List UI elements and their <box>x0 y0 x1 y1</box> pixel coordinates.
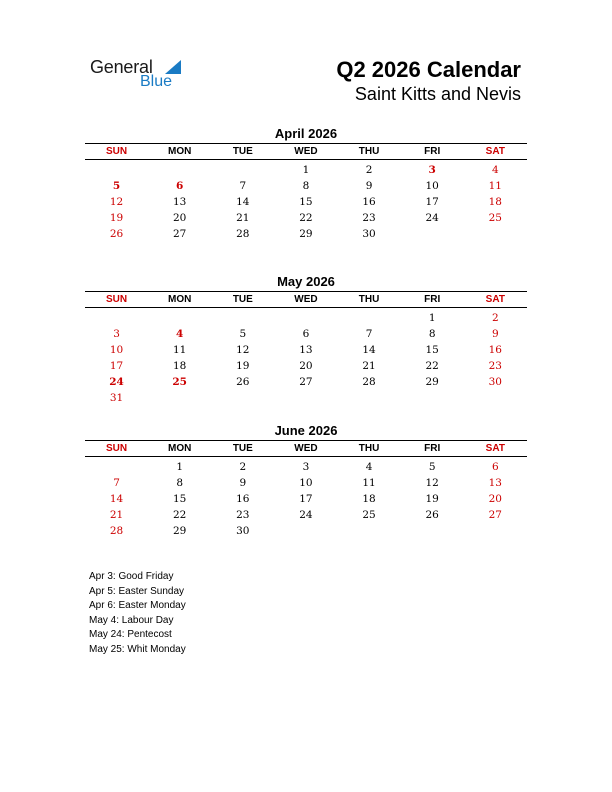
day-cell: 25 <box>488 212 502 224</box>
week-row <box>85 310 527 326</box>
day-cell: 6 <box>491 461 499 473</box>
day-cell: 6 <box>176 180 184 192</box>
day-cell: 7 <box>113 477 120 489</box>
day-cell: 16 <box>362 196 376 208</box>
day-cell: 21 <box>109 509 124 521</box>
day-cell: 23 <box>236 509 250 521</box>
day-cell: 13 <box>173 196 187 208</box>
day-cell: 10 <box>425 180 439 192</box>
page-subtitle: Saint Kitts and Nevis <box>354 84 521 104</box>
holiday-item: Apr 6: Easter Monday <box>89 600 186 611</box>
month-title: June 2026 <box>274 423 338 438</box>
month-april <box>85 125 527 242</box>
day-cell: 9 <box>239 477 247 489</box>
weekday-header: THU <box>358 146 380 157</box>
weekday-header: SUN <box>106 294 128 305</box>
day-cell: 19 <box>425 493 439 505</box>
empty-day-cell <box>401 523 464 539</box>
holiday-item: May 24: Pentecost <box>89 629 172 640</box>
weekday-header: FRI <box>424 146 441 157</box>
day-cell: 25 <box>172 376 187 388</box>
week-row <box>85 162 527 178</box>
week-row <box>85 523 527 539</box>
week-row <box>85 475 527 491</box>
day-cell: 12 <box>425 477 439 489</box>
empty-day-cell <box>211 162 274 178</box>
empty-day-cell <box>338 390 401 406</box>
day-cell: 29 <box>425 376 439 388</box>
week-row <box>85 210 527 226</box>
day-cell: 19 <box>236 360 250 372</box>
day-cell: 7 <box>239 180 247 192</box>
day-cell: 20 <box>488 493 502 505</box>
day-cell: 26 <box>109 228 124 240</box>
day-cell: 17 <box>425 196 439 208</box>
day-cell: 14 <box>236 196 250 208</box>
month-title: April 2026 <box>274 126 338 141</box>
weekday-header-row <box>85 291 527 308</box>
weekday-header: MON <box>168 294 192 305</box>
week-row <box>85 342 527 358</box>
day-cell: 6 <box>302 328 310 340</box>
weekday-header: SUN <box>106 146 128 157</box>
month-june <box>85 422 527 539</box>
weekday-header: SAT <box>485 146 505 157</box>
day-cell: 23 <box>362 212 376 224</box>
day-cell: 4 <box>176 328 184 340</box>
empty-day-cell <box>401 226 464 242</box>
day-cell: 21 <box>362 360 376 372</box>
weekday-header: FRI <box>424 294 441 305</box>
day-cell: 24 <box>109 376 124 388</box>
day-cell: 29 <box>299 228 313 240</box>
day-cell: 15 <box>425 344 439 356</box>
weekday-header: WED <box>294 443 318 454</box>
day-cell: 25 <box>362 509 376 521</box>
day-cell: 20 <box>299 360 313 372</box>
day-cell: 22 <box>425 360 439 372</box>
generalblue-logo <box>90 57 190 93</box>
empty-day-cell <box>148 162 211 178</box>
empty-day-cell <box>464 226 527 242</box>
holiday-item: Apr 5: Easter Sunday <box>89 585 185 597</box>
day-cell: 28 <box>109 525 124 537</box>
day-cell: 15 <box>173 493 187 505</box>
empty-day-cell <box>211 310 274 326</box>
day-cell: 3 <box>428 164 436 176</box>
week-row <box>85 226 527 242</box>
day-cell: 24 <box>299 509 313 521</box>
day-cell: 19 <box>109 212 124 224</box>
day-cell: 12 <box>236 344 250 356</box>
empty-day-cell <box>85 310 148 326</box>
day-cell: 28 <box>236 228 250 240</box>
holiday-list <box>89 570 186 657</box>
day-cell: 8 <box>302 180 310 192</box>
weekday-header: WED <box>294 146 318 157</box>
day-cell: 26 <box>236 376 250 388</box>
weekday-header: FRI <box>424 443 441 454</box>
empty-day-cell <box>85 162 148 178</box>
day-cell: 2 <box>239 461 247 473</box>
day-cell: 5 <box>239 328 247 340</box>
page-title: Q2 2026 Calendar <box>336 57 521 82</box>
weekday-header: MON <box>168 146 192 157</box>
day-cell: 11 <box>362 477 376 489</box>
day-cell: 5 <box>428 461 436 473</box>
day-cell: 9 <box>365 180 373 192</box>
logo-text-blue: Blue <box>140 73 173 90</box>
day-cell: 23 <box>488 360 502 372</box>
week-row <box>85 374 527 390</box>
day-cell: 17 <box>299 493 313 505</box>
day-cell: 2 <box>491 312 499 324</box>
month-title: May 2026 <box>277 274 335 289</box>
day-cell: 30 <box>488 376 502 388</box>
day-cell: 27 <box>173 228 187 240</box>
weekday-header: THU <box>358 443 380 454</box>
empty-day-cell <box>464 523 527 539</box>
weekday-header: MON <box>168 443 192 454</box>
day-cell: 8 <box>176 477 184 489</box>
day-cell: 18 <box>362 493 376 505</box>
day-cell: 1 <box>302 164 310 176</box>
day-cell: 22 <box>299 212 313 224</box>
weekday-header: WED <box>294 294 318 305</box>
day-cell: 15 <box>299 196 313 208</box>
empty-day-cell <box>401 390 464 406</box>
day-cell: 28 <box>362 376 376 388</box>
day-cell: 1 <box>176 461 184 473</box>
empty-day-cell <box>85 459 148 475</box>
day-cell: 4 <box>365 461 373 473</box>
day-cell: 26 <box>425 509 439 521</box>
day-cell: 27 <box>488 509 502 521</box>
day-cell: 13 <box>488 477 502 489</box>
day-cell: 31 <box>109 392 124 404</box>
day-cell: 16 <box>488 344 502 356</box>
day-cell: 27 <box>299 376 313 388</box>
day-cell: 1 <box>428 312 436 324</box>
day-cell: 16 <box>236 493 250 505</box>
empty-day-cell <box>274 523 337 539</box>
empty-day-cell <box>338 523 401 539</box>
week-row <box>85 390 527 406</box>
empty-day-cell <box>148 310 211 326</box>
holiday-item: Apr 3: Good Friday <box>89 571 174 582</box>
week-row <box>85 491 527 507</box>
day-cell: 14 <box>362 344 376 356</box>
day-cell: 3 <box>113 328 120 340</box>
week-row <box>85 194 527 210</box>
empty-day-cell <box>148 390 211 406</box>
day-cell: 21 <box>236 212 250 224</box>
day-cell: 5 <box>112 180 121 192</box>
day-cell: 24 <box>425 212 439 224</box>
week-row <box>85 459 527 475</box>
month-may <box>85 273 527 406</box>
day-cell: 30 <box>362 228 376 240</box>
day-cell: 29 <box>173 525 187 537</box>
weekday-header: TUE <box>232 294 253 305</box>
weekday-header: TUE <box>232 146 253 157</box>
empty-day-cell <box>274 390 337 406</box>
day-cell: 11 <box>173 344 187 356</box>
day-cell: 17 <box>109 360 124 372</box>
day-cell: 10 <box>109 344 124 356</box>
day-cell: 22 <box>173 509 187 521</box>
empty-day-cell <box>211 390 274 406</box>
week-row <box>85 178 527 194</box>
logo-text-general: General <box>90 57 153 77</box>
logo-triangle-icon <box>165 60 181 74</box>
day-cell: 9 <box>491 328 499 340</box>
day-cell: 12 <box>109 196 124 208</box>
day-cell: 30 <box>236 525 250 537</box>
holiday-item: May 4: Labour Day <box>89 614 174 626</box>
weekday-header: SAT <box>485 294 505 305</box>
weekday-header-row <box>85 143 527 160</box>
day-cell: 8 <box>428 328 436 340</box>
weekday-header: SAT <box>485 443 505 454</box>
day-cell: 14 <box>109 493 124 505</box>
day-cell: 10 <box>299 477 313 489</box>
weekday-header-row <box>85 440 527 457</box>
day-cell: 18 <box>488 196 502 208</box>
day-cell: 2 <box>365 164 373 176</box>
weekday-header: THU <box>358 294 380 305</box>
day-cell: 7 <box>365 328 373 340</box>
empty-day-cell <box>464 390 527 406</box>
empty-day-cell <box>338 310 401 326</box>
week-row <box>85 358 527 374</box>
day-cell: 20 <box>173 212 187 224</box>
week-row <box>85 326 527 342</box>
weekday-header: TUE <box>232 443 253 454</box>
weekday-header: SUN <box>106 443 128 454</box>
week-row <box>85 507 527 523</box>
day-cell: 3 <box>302 461 310 473</box>
day-cell: 4 <box>491 164 499 176</box>
day-cell: 11 <box>488 180 502 192</box>
holiday-item: May 25: Whit Monday <box>89 643 186 655</box>
empty-day-cell <box>274 310 337 326</box>
day-cell: 18 <box>173 360 187 372</box>
day-cell: 13 <box>299 344 313 356</box>
